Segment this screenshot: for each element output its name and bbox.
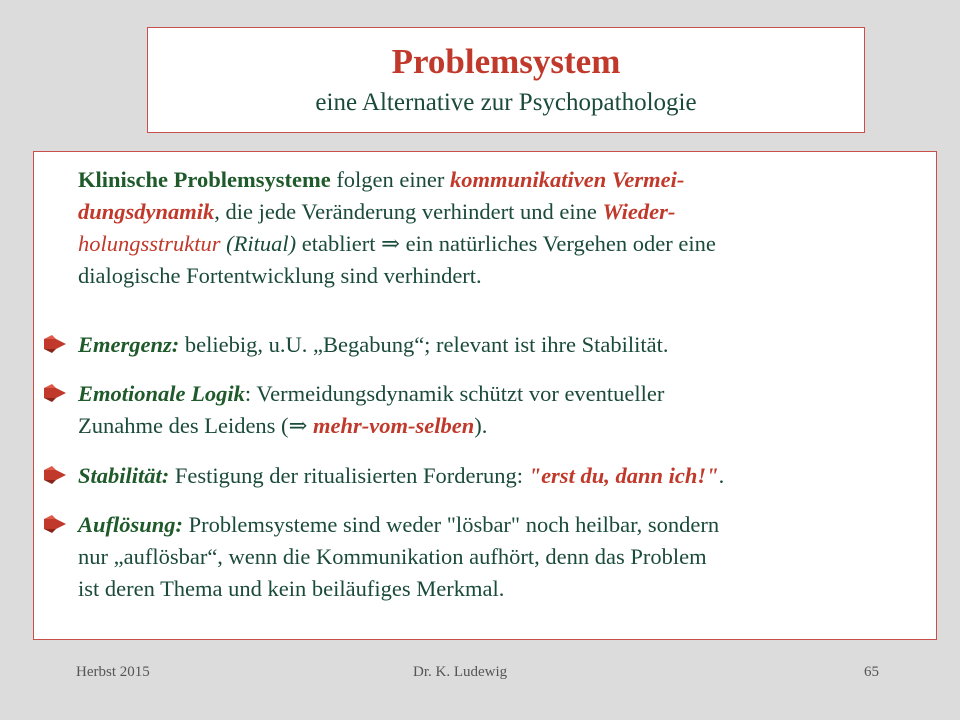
bullet-label: Emotionale Logik <box>78 381 245 406</box>
bullet-text: Zunahme des Leidens ( <box>78 413 289 438</box>
intro-lead: Klinische Problemsysteme <box>78 167 331 192</box>
intro-text: ein natürliches Vergehen oder eine <box>399 231 716 256</box>
intro-emphasis: kommunikativen Vermei- <box>450 167 685 192</box>
bullet-text: Vermeidungsdynamik schützt vor eventueller <box>251 381 665 406</box>
red-diamond-arrow-icon <box>44 466 66 484</box>
bullet-aufloesung <box>78 509 928 605</box>
red-diamond-arrow-icon <box>44 335 66 353</box>
bullet-emphasis: mehr-vom-selben <box>307 413 475 438</box>
footer-author: Dr. K. Ludewig <box>413 664 508 680</box>
intro-emphasis: Wieder- <box>602 199 676 224</box>
bullet-emphasis: "erst du, dann ich!" <box>528 463 719 488</box>
intro-emphasis: dungsdynamik <box>78 199 215 224</box>
bullet-text: . <box>718 463 725 488</box>
bullet-emergenz <box>78 329 928 361</box>
bullet-label: Auflösung: <box>78 512 184 537</box>
intro-text: etabliert <box>296 231 382 256</box>
intro-paragraph <box>78 164 928 292</box>
red-diamond-arrow-icon <box>44 384 66 402</box>
bullet-text: Problemsysteme sind weder "lösbar" noch heilbar, sondern <box>183 512 720 537</box>
bullet-stabilitaet <box>78 460 928 492</box>
footer-date: Herbst 2015 <box>76 664 150 680</box>
bullet-text: ist deren Thema und kein beiläufiges Merkmal. <box>78 576 505 601</box>
bullet-text: beliebig, u.U. „Begabung“; relevant ist ihre Stabilität. <box>179 332 669 357</box>
bullet-colon: : <box>244 381 252 406</box>
implies-arrow-icon: ⇒ <box>288 413 308 438</box>
bullet-text: ). <box>474 413 488 438</box>
intro-ritual: (Ritual) <box>226 231 297 256</box>
bullet-emotionale-logik <box>78 378 928 442</box>
bullet-text: Festigung der ritualisierten Forderung: <box>169 463 529 488</box>
red-diamond-arrow-icon <box>44 515 66 533</box>
intro-text: folgen einer <box>330 167 451 192</box>
bullet-label: Stabilität: <box>78 463 170 488</box>
footer-page-number: 65 <box>864 664 879 680</box>
implies-arrow-icon: ⇒ <box>381 231 400 256</box>
intro-text: dialogische Fortentwicklung sind verhindert. <box>78 263 482 288</box>
bullet-label: Emergenz: <box>78 332 180 357</box>
content-box <box>33 151 937 640</box>
slide-subtitle: eine Alternative zur Psychopathologie <box>315 89 697 116</box>
intro-text: , die jede Veränderung verhindert und eine <box>214 199 603 224</box>
slide-title: Problemsystem <box>391 42 621 81</box>
intro-emphasis: holungsstruktur <box>78 231 221 256</box>
bullet-text: nur „auflösbar“, wenn die Kommunikation aufhört, denn das Problem <box>78 544 707 569</box>
title-box <box>147 27 865 133</box>
